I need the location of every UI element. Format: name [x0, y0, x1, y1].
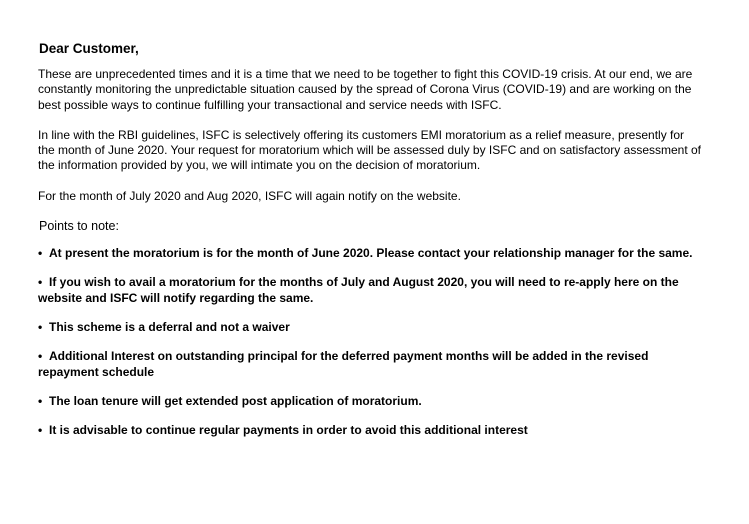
- point-text: Additional Interest on outstanding principal for the deferred payment months will be added in the revised repayment schedule: [38, 349, 649, 379]
- bullet-icon: •: [38, 423, 43, 438]
- point-text: This scheme is a deferral and not a waiver: [49, 319, 290, 334]
- list-item: [38, 394, 703, 409]
- points-list: [38, 246, 703, 438]
- bullet-icon: •: [38, 275, 43, 290]
- point-text: If you wish to avail a moratorium for the months of July and August 2020, you will need to re-apply here on the website and ISFC will notify regarding the same.: [38, 275, 679, 305]
- list-item: [38, 349, 703, 380]
- moratorium-notice: [38, 40, 703, 452]
- point-text: It is advisable to continue regular payments in order to avoid this additional interest: [49, 423, 528, 438]
- bullet-icon: •: [38, 246, 43, 261]
- list-item: [38, 275, 703, 306]
- intro-paragraph: These are unprecedented times and it is a time that we need to be together to fight this COVID-19 crisis. At our end, we are constantly monitoring the unpredictable situation caused by the spread of Corona Virus (COVID-19) and are working on the best possible ways to continue fulfilling your transactional and service needs with ISFC.: [38, 67, 693, 112]
- points-heading: Points to note:: [39, 219, 119, 234]
- list-item: [38, 246, 703, 261]
- bullet-icon: •: [38, 393, 43, 408]
- rbi-guidelines-paragraph: In line with the RBI guidelines, ISFC is selectively offering its customers EMI moratorium as a relief measure, presently for the month of June 2020. Your request for moratorium which will be assessed duly by ISFC and on satisfactory assessment of the information provided by you, we will intimate you on the decision of moratorium.: [38, 127, 702, 173]
- july-aug-paragraph: For the month of July 2020 and Aug 2020, ISFC will again notify on the website.: [38, 188, 461, 203]
- bullet-icon: •: [38, 349, 43, 364]
- point-text: The loan tenure will get extended post application of moratorium.: [49, 393, 422, 408]
- bullet-icon: •: [38, 319, 43, 334]
- point-text: At present the moratorium is for the month of June 2020. Please contact your relationship manager for the same.: [49, 246, 693, 261]
- list-item: [38, 320, 703, 335]
- greeting-heading: Dear Customer,: [39, 41, 139, 56]
- list-item: [38, 423, 703, 438]
